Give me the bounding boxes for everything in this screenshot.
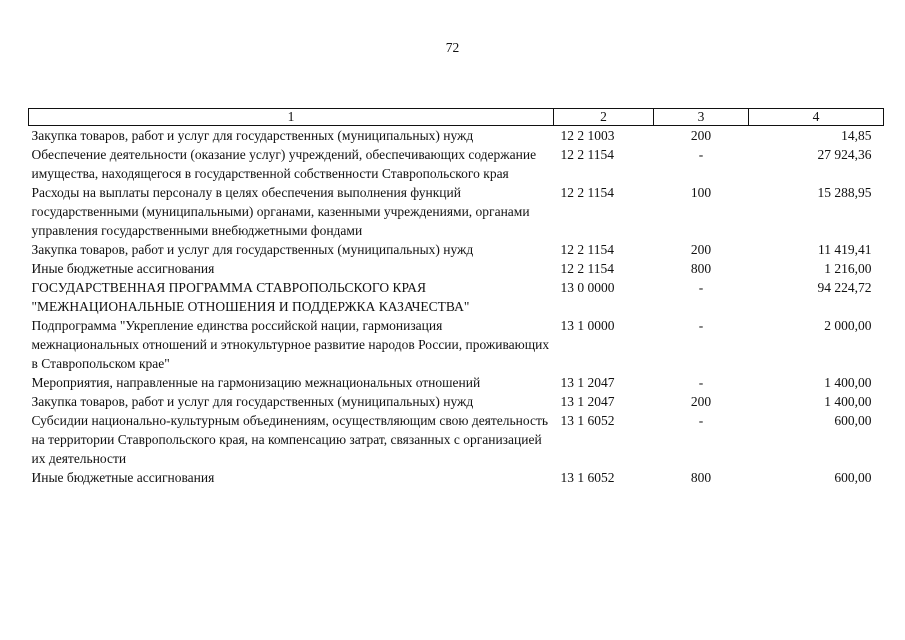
row-code: 13 0 0000 <box>560 280 615 295</box>
row-expense-type: 100 <box>690 185 712 200</box>
table-row <box>29 126 884 146</box>
row-name: Иные бюджетные ассигнования <box>31 470 215 485</box>
row-code: 13 1 6052 <box>560 413 615 428</box>
table-row <box>29 278 884 316</box>
row-expense-type: 200 <box>690 242 712 257</box>
row-name: Подпрограмма "Укрепление единства российской нации, гармонизация межнациональных отношений и этнокультурное развитие народов России, проживающих в Ставропольском крае" <box>31 318 550 371</box>
row-expense-type: 200 <box>690 394 712 409</box>
row-name: ГОСУДАРСТВЕННАЯ ПРОГРАММА СТАВРОПОЛЬСКОГО КРАЯ "МЕЖНАЦИОНАЛЬНЫЕ ОТНОШЕНИЯ И ПОДДЕРЖКА КАЗАЧЕСТВА" <box>31 280 470 314</box>
row-amount: 1 400,00 <box>824 394 872 409</box>
row-expense-type: - <box>698 147 704 162</box>
row-expense-type: 800 <box>690 470 712 485</box>
row-code: 13 1 6052 <box>560 470 615 485</box>
table-row <box>29 240 884 259</box>
row-name: Расходы на выплаты персоналу в целях обеспечения выполнения функций государственными (муниципальными) органами, казенными учреждениями, органами управления государственными внебюджетными фондами <box>31 185 530 238</box>
row-amount: 11 419,41 <box>818 242 872 257</box>
table-row <box>29 392 884 411</box>
row-name: Мероприятия, направленные на гармонизацию межнациональных отношений <box>31 375 481 390</box>
row-amount: 600,00 <box>834 470 872 485</box>
row-amount: 1 400,00 <box>824 375 872 390</box>
table-row <box>29 259 884 278</box>
row-name: Субсидии национально-культурным объединениям, осуществляющим свою деятельность на территории Ставропольского края, на компенсацию затрат, связанных с организацией их деятельности <box>31 413 549 466</box>
row-code: 12 2 1154 <box>560 242 614 257</box>
row-amount: 600,00 <box>834 413 872 428</box>
table-row <box>29 411 884 468</box>
row-amount: 2 000,00 <box>824 318 872 333</box>
row-code: 12 2 1003 <box>560 128 615 143</box>
header-col-1: 1 <box>29 109 554 126</box>
header-col-2: 2 <box>554 109 654 126</box>
table-header <box>29 109 884 126</box>
table-row <box>29 145 884 183</box>
row-expense-type: - <box>698 318 704 333</box>
row-name: Закупка товаров, работ и услуг для государственных (муниципальных) нужд <box>31 242 474 257</box>
row-code: 12 2 1154 <box>560 147 614 162</box>
row-code: 12 2 1154 <box>560 185 614 200</box>
row-name: Закупка товаров, работ и услуг для государственных (муниципальных) нужд <box>31 394 474 409</box>
row-amount: 94 224,72 <box>817 280 872 295</box>
row-expense-type: 800 <box>690 261 712 276</box>
table-row <box>29 183 884 240</box>
page-number: 72 <box>445 40 460 55</box>
row-code: 13 1 2047 <box>560 394 615 409</box>
row-amount: 1 216,00 <box>824 261 872 276</box>
row-expense-type: - <box>698 280 704 295</box>
row-amount: 15 288,95 <box>817 185 872 200</box>
row-code: 12 2 1154 <box>560 261 614 276</box>
row-name: Обеспечение деятельности (оказание услуг) учреждений, обеспечивающих содержание имущества, находящегося в государственной собственности Ставропольского края <box>31 147 537 181</box>
header-row <box>29 109 884 126</box>
row-code: 13 1 0000 <box>560 318 615 333</box>
table-row <box>29 373 884 392</box>
row-amount: 14,85 <box>841 128 872 143</box>
row-expense-type: - <box>698 413 704 428</box>
table-body <box>29 126 884 488</box>
row-expense-type: 200 <box>690 128 712 143</box>
row-name: Закупка товаров, работ и услуг для государственных (муниципальных) нужд <box>31 128 474 143</box>
row-name: Иные бюджетные ассигнования <box>31 261 215 276</box>
table-row <box>29 316 884 373</box>
header-col-4: 4 <box>749 109 884 126</box>
header-col-3: 3 <box>654 109 749 126</box>
row-amount: 27 924,36 <box>817 147 872 162</box>
table-row <box>29 468 884 487</box>
budget-table <box>28 108 884 487</box>
row-code: 13 1 2047 <box>560 375 615 390</box>
row-expense-type: - <box>698 375 704 390</box>
